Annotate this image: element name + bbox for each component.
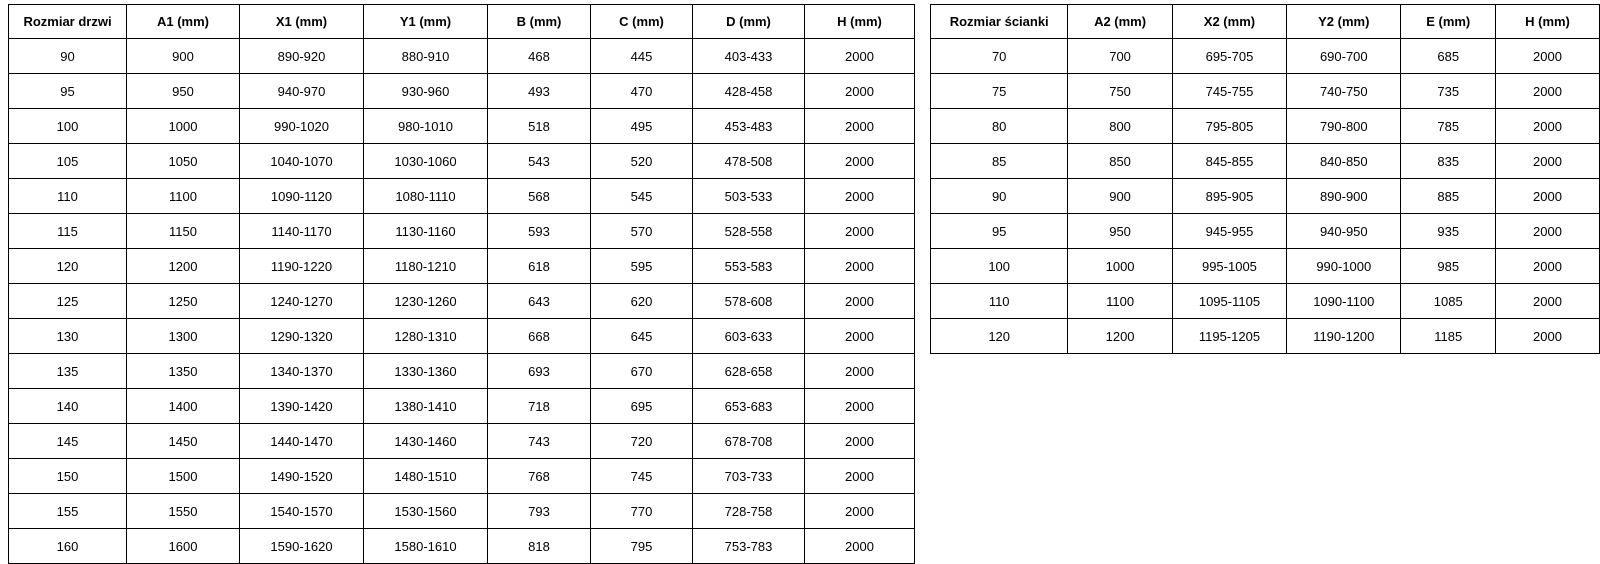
walls-column-header: X2 (mm) (1172, 5, 1286, 39)
table-cell: 1000 (127, 109, 240, 144)
table-cell: 890-900 (1287, 179, 1401, 214)
table-cell: 95 (931, 214, 1068, 249)
table-cell: 950 (127, 74, 240, 109)
table-cell: 1130-1160 (364, 214, 488, 249)
table-row (931, 249, 1600, 284)
walls-size-table-container (930, 4, 1600, 354)
table-cell: 2000 (805, 389, 915, 424)
table-cell: 2000 (1496, 39, 1600, 74)
table-cell: 2000 (805, 74, 915, 109)
table-cell: 985 (1401, 249, 1496, 284)
table-cell: 685 (1401, 39, 1496, 74)
table-cell: 518 (488, 109, 591, 144)
table-cell: 695-705 (1172, 39, 1286, 74)
walls-column-header: H (mm) (1496, 5, 1600, 39)
table-cell: 628-658 (693, 354, 805, 389)
table-row (9, 179, 915, 214)
table-cell: 1080-1110 (364, 179, 488, 214)
table-cell: 840-850 (1287, 144, 1401, 179)
table-cell: 2000 (805, 459, 915, 494)
table-cell: 995-1005 (1172, 249, 1286, 284)
table-cell: 818 (488, 529, 591, 564)
table-cell: 1400 (127, 389, 240, 424)
table-cell: 1095-1105 (1172, 284, 1286, 319)
table-cell: 690-700 (1287, 39, 1401, 74)
table-row (9, 284, 915, 319)
walls-size-table (930, 4, 1600, 354)
table-cell: 1330-1360 (364, 354, 488, 389)
table-cell: 795 (591, 529, 693, 564)
table-row (9, 319, 915, 354)
table-cell: 1600 (127, 529, 240, 564)
table-cell: 95 (9, 74, 127, 109)
table-cell: 790-800 (1287, 109, 1401, 144)
table-cell: 80 (931, 109, 1068, 144)
table-cell: 2000 (1496, 109, 1600, 144)
table-cell: 1350 (127, 354, 240, 389)
table-cell: 90 (9, 39, 127, 74)
table-cell: 2000 (805, 214, 915, 249)
table-cell: 1440-1470 (240, 424, 364, 459)
table-cell: 678-708 (693, 424, 805, 459)
table-cell: 125 (9, 284, 127, 319)
table-cell: 160 (9, 529, 127, 564)
table-row (9, 354, 915, 389)
walls-column-header: E (mm) (1401, 5, 1496, 39)
table-cell: 1040-1070 (240, 144, 364, 179)
table-row (9, 494, 915, 529)
doors-table-header (9, 5, 915, 39)
table-cell: 1430-1460 (364, 424, 488, 459)
doors-column-header: A1 (mm) (127, 5, 240, 39)
table-cell: 785 (1401, 109, 1496, 144)
doors-column-header: B (mm) (488, 5, 591, 39)
table-cell: 940-970 (240, 74, 364, 109)
doors-column-header: Y1 (mm) (364, 5, 488, 39)
table-row (9, 74, 915, 109)
table-cell: 2000 (805, 109, 915, 144)
table-header-row (931, 5, 1600, 39)
table-cell: 145 (9, 424, 127, 459)
table-cell: 1180-1210 (364, 249, 488, 284)
table-cell: 528-558 (693, 214, 805, 249)
table-cell: 1290-1320 (240, 319, 364, 354)
table-cell: 895-905 (1172, 179, 1286, 214)
table-row (9, 249, 915, 284)
table-cell: 930-960 (364, 74, 488, 109)
table-row (931, 179, 1600, 214)
doors-size-table (8, 4, 915, 564)
table-cell: 668 (488, 319, 591, 354)
table-cell: 770 (591, 494, 693, 529)
table-cell: 885 (1401, 179, 1496, 214)
table-cell: 520 (591, 144, 693, 179)
table-row (931, 74, 1600, 109)
table-cell: 2000 (805, 144, 915, 179)
table-cell: 728-758 (693, 494, 805, 529)
table-cell: 1300 (127, 319, 240, 354)
table-cell: 890-920 (240, 39, 364, 74)
table-cell: 1140-1170 (240, 214, 364, 249)
table-cell: 70 (931, 39, 1068, 74)
table-cell: 1030-1060 (364, 144, 488, 179)
table-cell: 503-533 (693, 179, 805, 214)
table-cell: 110 (931, 284, 1068, 319)
table-cell: 495 (591, 109, 693, 144)
table-cell: 718 (488, 389, 591, 424)
doors-column-header: Rozmiar drzwi (9, 5, 127, 39)
table-cell: 1200 (1068, 319, 1172, 354)
table-cell: 140 (9, 389, 127, 424)
table-cell: 1450 (127, 424, 240, 459)
table-cell: 428-458 (693, 74, 805, 109)
table-cell: 2000 (805, 249, 915, 284)
doors-size-table-container (8, 4, 915, 564)
table-cell: 1090-1100 (1287, 284, 1401, 319)
table-cell: 1380-1410 (364, 389, 488, 424)
table-cell: 1490-1520 (240, 459, 364, 494)
table-cell: 155 (9, 494, 127, 529)
doors-column-header: C (mm) (591, 5, 693, 39)
table-cell: 1195-1205 (1172, 319, 1286, 354)
table-cell: 745 (591, 459, 693, 494)
table-cell: 945-955 (1172, 214, 1286, 249)
table-cell: 2000 (805, 319, 915, 354)
table-cell: 750 (1068, 74, 1172, 109)
table-cell: 800 (1068, 109, 1172, 144)
table-row (9, 424, 915, 459)
table-cell: 950 (1068, 214, 1172, 249)
table-cell: 845-855 (1172, 144, 1286, 179)
table-cell: 980-1010 (364, 109, 488, 144)
table-row (931, 39, 1600, 74)
table-row (931, 284, 1600, 319)
table-cell: 1480-1510 (364, 459, 488, 494)
table-cell: 543 (488, 144, 591, 179)
table-cell: 135 (9, 354, 127, 389)
table-cell: 743 (488, 424, 591, 459)
table-cell: 1100 (127, 179, 240, 214)
table-cell: 1185 (1401, 319, 1496, 354)
table-cell: 645 (591, 319, 693, 354)
doors-column-header: X1 (mm) (240, 5, 364, 39)
table-cell: 720 (591, 424, 693, 459)
table-cell: 850 (1068, 144, 1172, 179)
table-cell: 90 (931, 179, 1068, 214)
table-cell: 695 (591, 389, 693, 424)
table-cell: 2000 (1496, 74, 1600, 109)
table-cell: 700 (1068, 39, 1172, 74)
table-cell: 2000 (1496, 249, 1600, 284)
table-cell: 1050 (127, 144, 240, 179)
table-cell: 2000 (805, 284, 915, 319)
table-cell: 935 (1401, 214, 1496, 249)
table-row (931, 109, 1600, 144)
table-cell: 593 (488, 214, 591, 249)
table-cell: 553-583 (693, 249, 805, 284)
table-cell: 120 (931, 319, 1068, 354)
table-cell: 2000 (1496, 179, 1600, 214)
walls-column-header: Rozmiar ścianki (931, 5, 1068, 39)
table-cell: 693 (488, 354, 591, 389)
table-cell: 768 (488, 459, 591, 494)
table-cell: 1230-1260 (364, 284, 488, 319)
table-cell: 453-483 (693, 109, 805, 144)
table-cell: 85 (931, 144, 1068, 179)
table-cell: 568 (488, 179, 591, 214)
table-cell: 753-783 (693, 529, 805, 564)
walls-column-header: A2 (mm) (1068, 5, 1172, 39)
table-cell: 1590-1620 (240, 529, 364, 564)
table-cell: 2000 (805, 179, 915, 214)
table-cell: 445 (591, 39, 693, 74)
table-cell: 2000 (1496, 319, 1600, 354)
table-cell: 2000 (1496, 284, 1600, 319)
walls-column-header: Y2 (mm) (1287, 5, 1401, 39)
table-cell: 1085 (1401, 284, 1496, 319)
table-row (9, 529, 915, 564)
table-cell: 130 (9, 319, 127, 354)
table-cell: 75 (931, 74, 1068, 109)
table-cell: 1340-1370 (240, 354, 364, 389)
walls-table-header (931, 5, 1600, 39)
doors-column-header: D (mm) (693, 5, 805, 39)
table-cell: 100 (931, 249, 1068, 284)
table-header-row (9, 5, 915, 39)
table-cell: 618 (488, 249, 591, 284)
table-cell: 110 (9, 179, 127, 214)
table-cell: 595 (591, 249, 693, 284)
table-cell: 643 (488, 284, 591, 319)
doors-column-header: H (mm) (805, 5, 915, 39)
table-cell: 1190-1200 (1287, 319, 1401, 354)
table-cell: 115 (9, 214, 127, 249)
table-cell: 403-433 (693, 39, 805, 74)
table-cell: 653-683 (693, 389, 805, 424)
table-row (9, 39, 915, 74)
table-cell: 1150 (127, 214, 240, 249)
table-cell: 1190-1220 (240, 249, 364, 284)
table-cell: 1540-1570 (240, 494, 364, 529)
table-cell: 745-755 (1172, 74, 1286, 109)
walls-table-body (931, 39, 1600, 354)
table-cell: 468 (488, 39, 591, 74)
table-cell: 578-608 (693, 284, 805, 319)
table-cell: 2000 (805, 39, 915, 74)
table-cell: 100 (9, 109, 127, 144)
table-cell: 2000 (805, 529, 915, 564)
table-cell: 470 (591, 74, 693, 109)
table-cell: 1390-1420 (240, 389, 364, 424)
table-row (931, 214, 1600, 249)
table-cell: 603-633 (693, 319, 805, 354)
table-cell: 1000 (1068, 249, 1172, 284)
table-cell: 990-1000 (1287, 249, 1401, 284)
table-cell: 1530-1560 (364, 494, 488, 529)
table-cell: 740-750 (1287, 74, 1401, 109)
table-row (9, 389, 915, 424)
table-row (9, 459, 915, 494)
table-cell: 703-733 (693, 459, 805, 494)
table-cell: 478-508 (693, 144, 805, 179)
table-cell: 570 (591, 214, 693, 249)
table-cell: 2000 (805, 424, 915, 459)
table-cell: 793 (488, 494, 591, 529)
table-cell: 900 (1068, 179, 1172, 214)
table-row (9, 214, 915, 249)
table-cell: 795-805 (1172, 109, 1286, 144)
table-row (931, 319, 1600, 354)
table-cell: 940-950 (1287, 214, 1401, 249)
table-cell: 735 (1401, 74, 1496, 109)
table-cell: 2000 (805, 494, 915, 529)
table-cell: 990-1020 (240, 109, 364, 144)
table-cell: 493 (488, 74, 591, 109)
table-cell: 1090-1120 (240, 179, 364, 214)
table-cell: 835 (1401, 144, 1496, 179)
table-cell: 2000 (1496, 144, 1600, 179)
table-cell: 105 (9, 144, 127, 179)
doors-table-body (9, 39, 915, 564)
table-cell: 670 (591, 354, 693, 389)
table-cell: 1580-1610 (364, 529, 488, 564)
table-cell: 900 (127, 39, 240, 74)
table-cell: 2000 (805, 354, 915, 389)
table-cell: 620 (591, 284, 693, 319)
table-cell: 1280-1310 (364, 319, 488, 354)
table-cell: 1500 (127, 459, 240, 494)
table-cell: 880-910 (364, 39, 488, 74)
table-cell: 120 (9, 249, 127, 284)
table-row (9, 109, 915, 144)
table-cell: 1250 (127, 284, 240, 319)
table-cell: 1100 (1068, 284, 1172, 319)
table-row (931, 144, 1600, 179)
table-row (9, 144, 915, 179)
table-cell: 150 (9, 459, 127, 494)
table-cell: 1240-1270 (240, 284, 364, 319)
table-cell: 2000 (1496, 214, 1600, 249)
table-cell: 545 (591, 179, 693, 214)
table-cell: 1550 (127, 494, 240, 529)
table-cell: 1200 (127, 249, 240, 284)
